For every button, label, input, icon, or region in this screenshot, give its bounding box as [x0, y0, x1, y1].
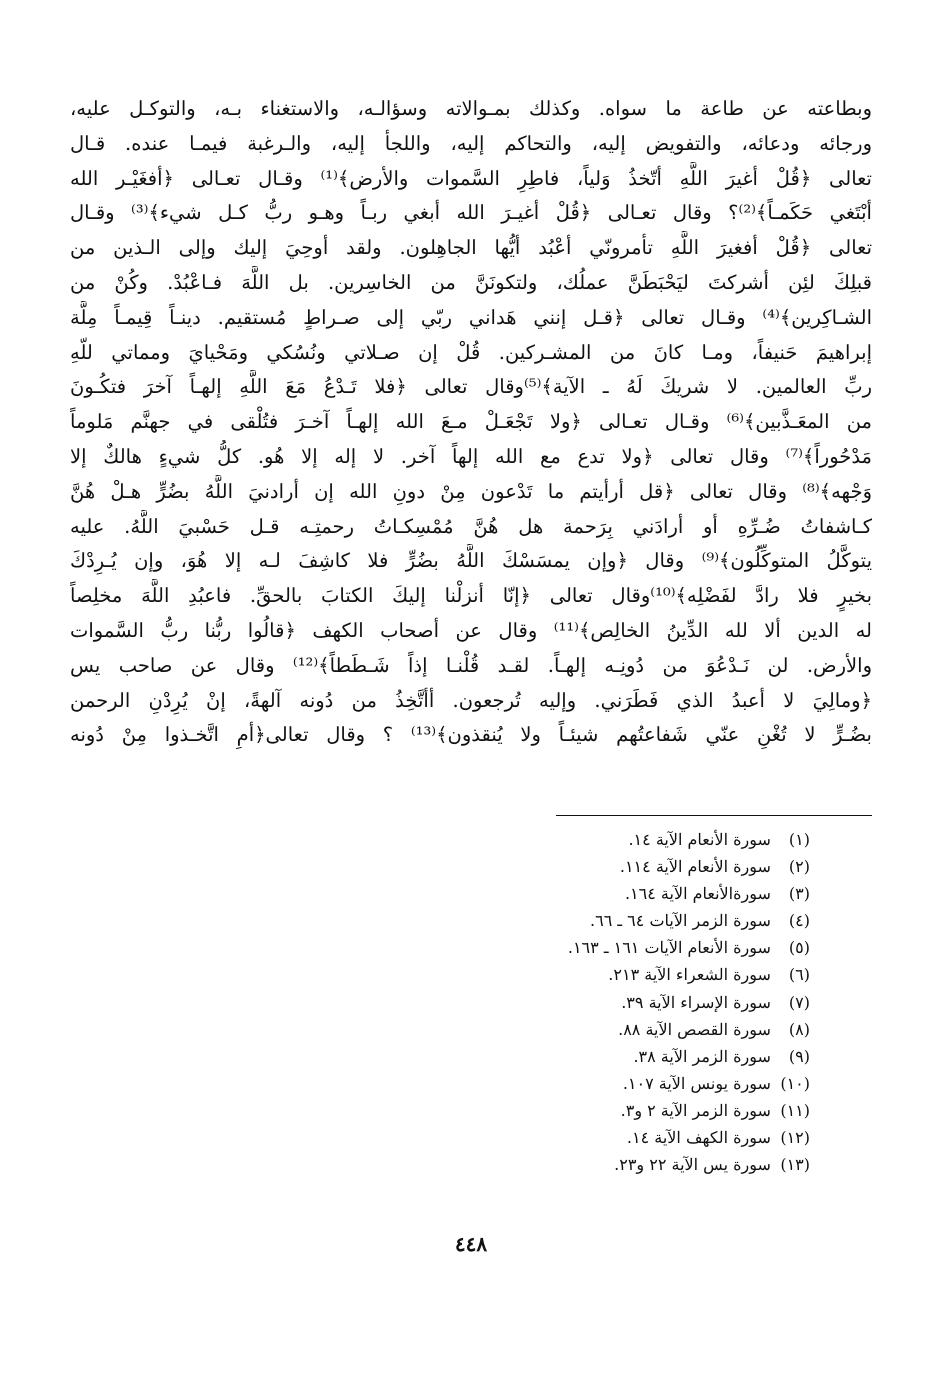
- footnote-text: سورة يس الآية ٢٢ و٢٣.: [614, 1155, 771, 1175]
- text-line: قبلِكَ لئِن أشركتَ ليَحْبَطَنَّ عملُك، ولتكونَنَّ من الخاسِرين. بل اللَّهَ فـاعْبُدْ. وكُنْ من: [70, 270, 872, 294]
- text-line: بخيرٍ فلا رادَّ لفَضْلِه﴾⁽¹⁰⁾وقال تعالى ﴿إنّا أنزلْنا إليكَ الكتابَ بالحقِّ. فاعبُدِ اللَّهَ مخلِصاً: [70, 584, 872, 608]
- text-line: له الدين ألا لله الدِّينُ الخالِص﴾⁽¹¹⁾ وقال عن أصحاب الكهف ﴿قالُوا ربُّنا ربُّ السَّموات: [70, 618, 872, 642]
- text-line: تعالى ﴿قُلْ أفغيرَ اللَّهِ تأمرونّي أعْبُد أيُّها الجاهِلون. ولقد أوحِيَ إليك وإلى الـذين من: [70, 236, 872, 260]
- footnote-number: (٧): [788, 992, 810, 1012]
- text-line: ربِّ العالمين. لا شريكَ لَهُ ـ الآية﴾⁽⁵⁾وقال تعالى ﴿فلا تَـدْعُ مَعَ اللَّهِ إلهـاً آخرَ فتكُـونَ: [70, 375, 872, 399]
- footnote-number: (٥): [788, 938, 810, 958]
- text-line: وبطاعته عن طاعة ما سواه. وكذلك بمـوالاته وسؤالـه، والاستغناء بـه، والتوكـل عليه،: [70, 97, 872, 120]
- footnote-text: سورةالأنعام الآية ١٦٤.: [624, 884, 771, 904]
- text-line: بضُـرٍّ لا تُغْنِ عنّي شَفاعتُهم شيئـاً ولا يُنقذون﴾⁽¹³⁾ ؟ وقال تعالى﴿أمِ اتَّخـذوا مِنْ دُونه: [70, 723, 872, 747]
- footnote: [440, 1016, 810, 1043]
- footnote-text: سورة الأنعام الآية ١١٤.: [619, 857, 771, 877]
- text-line: أبْتَغي حَكَمـاً﴾⁽²⁾؟ وقال تعـالى ﴿قُلْ أغيـرَ الله أبغي ربـاً وهـو ربُّ كـل شيء﴾⁽³⁾ وقـال: [70, 201, 872, 225]
- text-line: الشـاكِرين﴾⁽⁴⁾ وقـال تعالى ﴿قـل إنني هَداني ربّي إلى صـراطٍ مُستقيم. دينـاً قِيمـاً مِلَّة: [70, 305, 872, 329]
- footnote-number: (٨): [788, 1019, 810, 1039]
- footnote-text: سورة الأنعام الآيات ١٦١ ـ ١٦٣.: [567, 938, 771, 958]
- footnote: [440, 1070, 810, 1097]
- footnote-number: (٦): [788, 965, 810, 985]
- footnote-text: سورة الإسراء الآية ٣٩.: [621, 992, 771, 1012]
- footnote: [440, 826, 810, 853]
- footnote-text: سورة الزمر الآية ٣٨.: [633, 1046, 771, 1066]
- footnote-text: سورة يونس الآية ١٠٧.: [622, 1073, 771, 1093]
- footnote-text: سورة الزمر الآيات ٦٤ ـ ٦٦.: [590, 911, 771, 931]
- footnote-text: سورة الأنعام الآية ١٤.: [628, 830, 771, 849]
- footnote-number: (١٣): [780, 1155, 810, 1175]
- text-line: والأرض. لن نَـدْعُوَ من دُونِـه إلهـاً. لقـد قُلْنـا إذاً شَـطَطاً﴾⁽¹²⁾ وقال عن صاحب يس: [70, 653, 872, 677]
- footnote: [440, 1097, 810, 1124]
- text-line: كـاشفاتُ ضُـرِّهِ أو أرادَني بِرَحمة هل هُنَّ مُمْسِكـاتُ رحمتِـه قـل حَسْبيَ اللَّهُ. عليه: [70, 514, 872, 538]
- footnote-number: (٣): [788, 884, 810, 904]
- footnote-number: (١): [788, 830, 810, 849]
- footnote-text: سورة الزمر الآية ٢ و٣.: [620, 1100, 771, 1120]
- text-line: ورجائه ودعائه، والتفويض إليه، والتحاكم إليه، واللجأ إليه، والـرغبة فيمـا عنده. قـال: [70, 131, 872, 155]
- footnote-number: (١١): [780, 1100, 810, 1120]
- text-line: وَجْهه﴾⁽⁸⁾ وقال تعالى ﴿قل أرأيتم ما تَدْعون مِنْ دونِ الله إن أرادنيَ اللَّهُ بضُرٍّ هـلْ هُنَّ: [70, 479, 872, 503]
- footnote-text: سورة القصص الآية ٨٨.: [618, 1019, 771, 1039]
- page-number: ٤٤٨: [454, 1232, 488, 1256]
- footnote: [440, 989, 810, 1016]
- text-line: مَدْحُوراً﴾⁽⁷⁾ وقال تعالى ﴿ولا تدع مع الله إلهاً آخر. لا إله إلا هُو. كلُّ شيءٍ هالكٌ إلا: [70, 444, 872, 468]
- footnote-number: (١٠): [780, 1073, 810, 1093]
- footnote-number: (٢): [788, 857, 810, 877]
- footnote: [440, 1043, 810, 1070]
- footnote: [440, 853, 810, 880]
- text-line: إبراهيمَ حَنيفاً، ومـا كانَ من المشـركين. قُلْ إن صـلاتي ونُسُكي ومَحْيايَ ومماتي للّهِ: [70, 340, 872, 364]
- footnote-text: سورة الكهف الآية ١٤.: [626, 1128, 771, 1148]
- footnote: [440, 961, 810, 988]
- footnote-text: سورة الشعراء الآية ٢١٣.: [608, 965, 771, 985]
- footnote: [440, 934, 810, 961]
- main-text-block: [70, 92, 872, 753]
- text-line: ﴿ومالِيَ لا أعبدُ الذي فَطَرَني. وإليه تُرجعون. أأتَّخِذُ من دُونه آلهةً، إنْ يُرِدْنِ الرحمن: [70, 688, 872, 712]
- text-line: يتوكَّلُ المتوكِّلُون﴾⁽⁹⁾ وقال ﴿وإن يمسَسْكَ اللَّهُ بضُرٍّ فلا كاشِفَ لـه إلا هُوَ، وإن يُـرِدْكَ: [70, 549, 872, 573]
- text-line: تعالى ﴿قُلْ أغيرَ اللَّهِ أتّخذُ وَلياً، فاطِرِ السَّموات والأرض﴾⁽¹⁾ وقـال تعـالى ﴿أفغَيْـر الله: [70, 166, 872, 190]
- footnote-separator: [556, 815, 872, 816]
- footnote: [440, 880, 810, 907]
- footnote: [440, 907, 810, 934]
- footnote-number: (٤): [788, 911, 810, 931]
- footnote-number: (١٢): [780, 1128, 810, 1148]
- footnotes-list: [440, 826, 810, 1178]
- footnote: [440, 1151, 810, 1178]
- footnote-number: (٩): [788, 1046, 810, 1066]
- footnote: [440, 1124, 810, 1151]
- text-line: من المعَـذَّبين﴾⁽⁶⁾ وقـال تعـالى ﴿ولا تَجْعَـلْ مـعَ الله إلهـاً آخـرَ فتُلْقى في جهنَّم مَلوماً: [70, 410, 872, 434]
